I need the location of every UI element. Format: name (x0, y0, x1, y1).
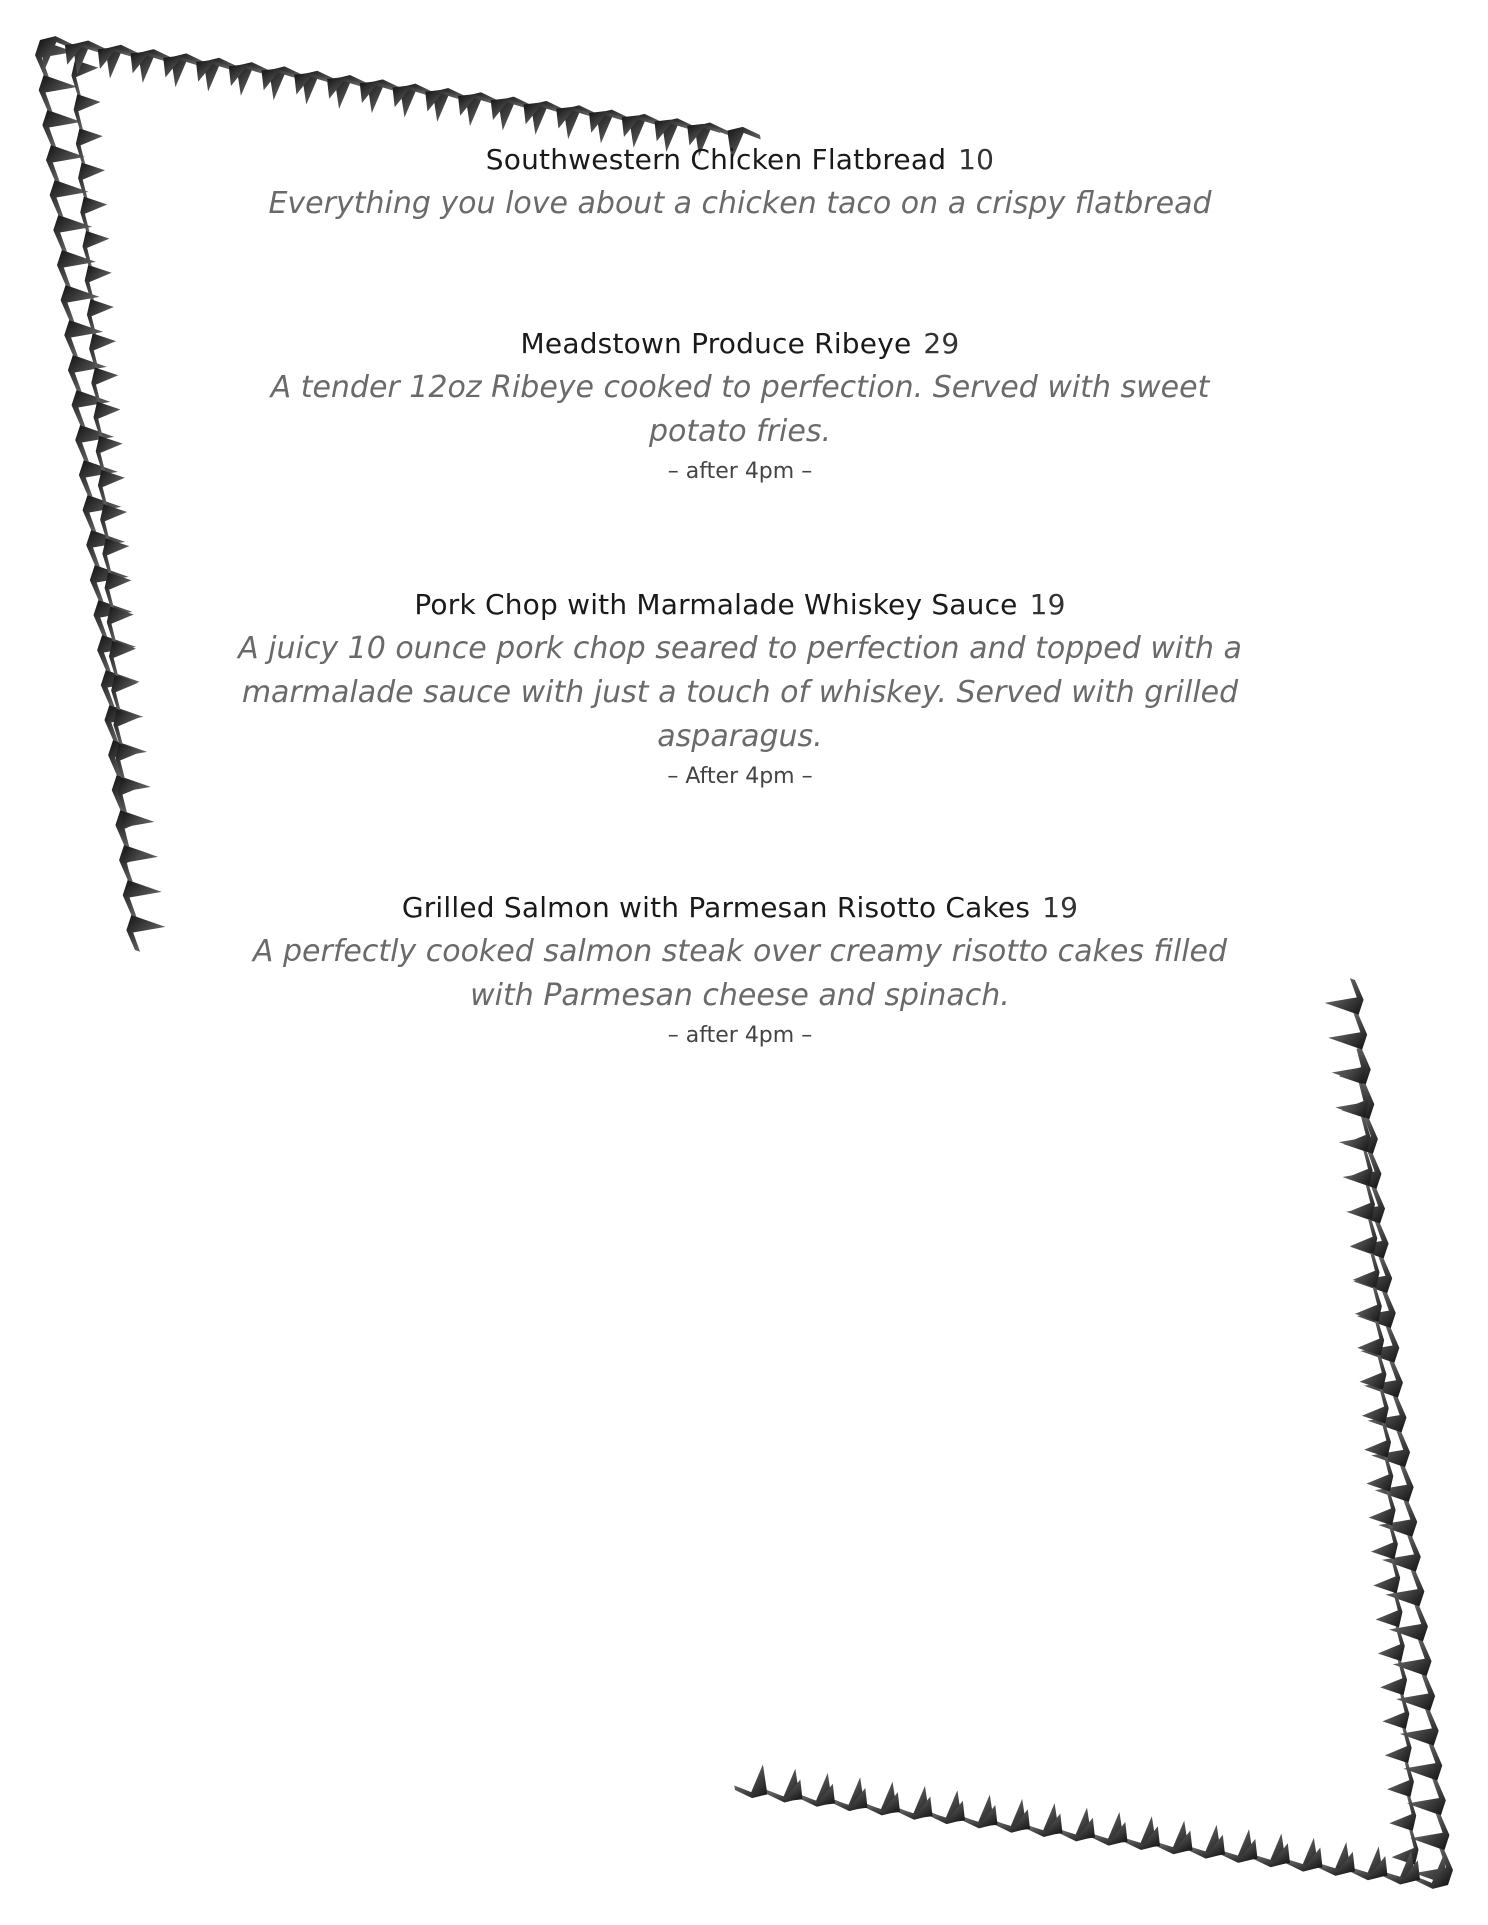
item-name: Grilled Salmon with Parmesan Risotto Cakes (401, 891, 1031, 924)
zigzag-spike (1364, 1422, 1391, 1457)
zigzag-spike (1389, 1796, 1416, 1831)
zigzag-spike (1392, 1830, 1419, 1865)
item-availability-note: – after 4pm – (667, 1023, 813, 1048)
zigzag-spike (734, 1764, 767, 1798)
item-price: 10 (958, 143, 995, 176)
zigzag-spike (123, 880, 162, 917)
zigzag-spike (770, 1779, 803, 1801)
zigzag-spike (1362, 1388, 1389, 1423)
item-title (270, 324, 1210, 364)
item-title (230, 140, 1250, 180)
item-name: Meadstown Produce Ribeye (520, 327, 912, 360)
zigzag-spike (76, 128, 103, 163)
zigzag-spike (1328, 1013, 1367, 1050)
zigzag-spike (100, 504, 127, 539)
item-title (250, 888, 1230, 928)
zigzag-spike (1348, 1185, 1375, 1220)
zigzag-spike (105, 573, 132, 608)
zigzag-spike (108, 740, 147, 777)
zigzag-spike (1350, 1219, 1377, 1254)
item-description: A juicy 10 ounce pork chop seared to perfection and topped with a marmalade sauce with just a touch of whiskey. Served with grilled asparagus. (238, 631, 1242, 754)
item-availability-note: – After 4pm – (667, 764, 813, 789)
item-name: Southwestern Chicken Flatbread (485, 143, 947, 176)
zigzag-spike (112, 775, 151, 812)
menu-item-flatbread (230, 140, 1250, 226)
zigzag-spike (1346, 1151, 1373, 1186)
zigzag-spike (74, 94, 101, 129)
menu-item-pork-chop (230, 585, 1250, 793)
zigzag-spike (1387, 1762, 1414, 1797)
zigzag-spike (102, 538, 129, 573)
zigzag-spike (126, 915, 165, 952)
zigzag-spike (98, 470, 125, 505)
zigzag-spike (1360, 1354, 1387, 1389)
item-name: Pork Chop with Marmalade Whiskey Sauce (414, 588, 1018, 621)
menu-item-ribeye (270, 324, 1210, 488)
item-price: 29 (923, 327, 960, 360)
bottom-right-zigzag-border (734, 978, 1453, 1889)
item-price: 19 (1029, 588, 1066, 621)
item-description: A perfectly cooked salmon steak over creamy risotto cakes filled with Parmesan cheese and spinach. (252, 934, 1228, 1013)
zigzag-spike (71, 60, 98, 95)
item-description: A tender 12oz Ribeye cooked to perfection. Served with sweet potato fries. (270, 370, 1210, 449)
item-title (230, 585, 1250, 625)
zigzag-spike (1357, 1320, 1384, 1355)
menu-item-salmon (250, 888, 1230, 1052)
item-availability-note: – after 4pm – (667, 459, 813, 484)
zigzag-spike (1325, 978, 1364, 1015)
item-price: 19 (1042, 891, 1079, 924)
zigzag-spike (39, 75, 78, 112)
item-description: Everything you love about a chicken taco on a crispy flatbread (268, 186, 1212, 221)
